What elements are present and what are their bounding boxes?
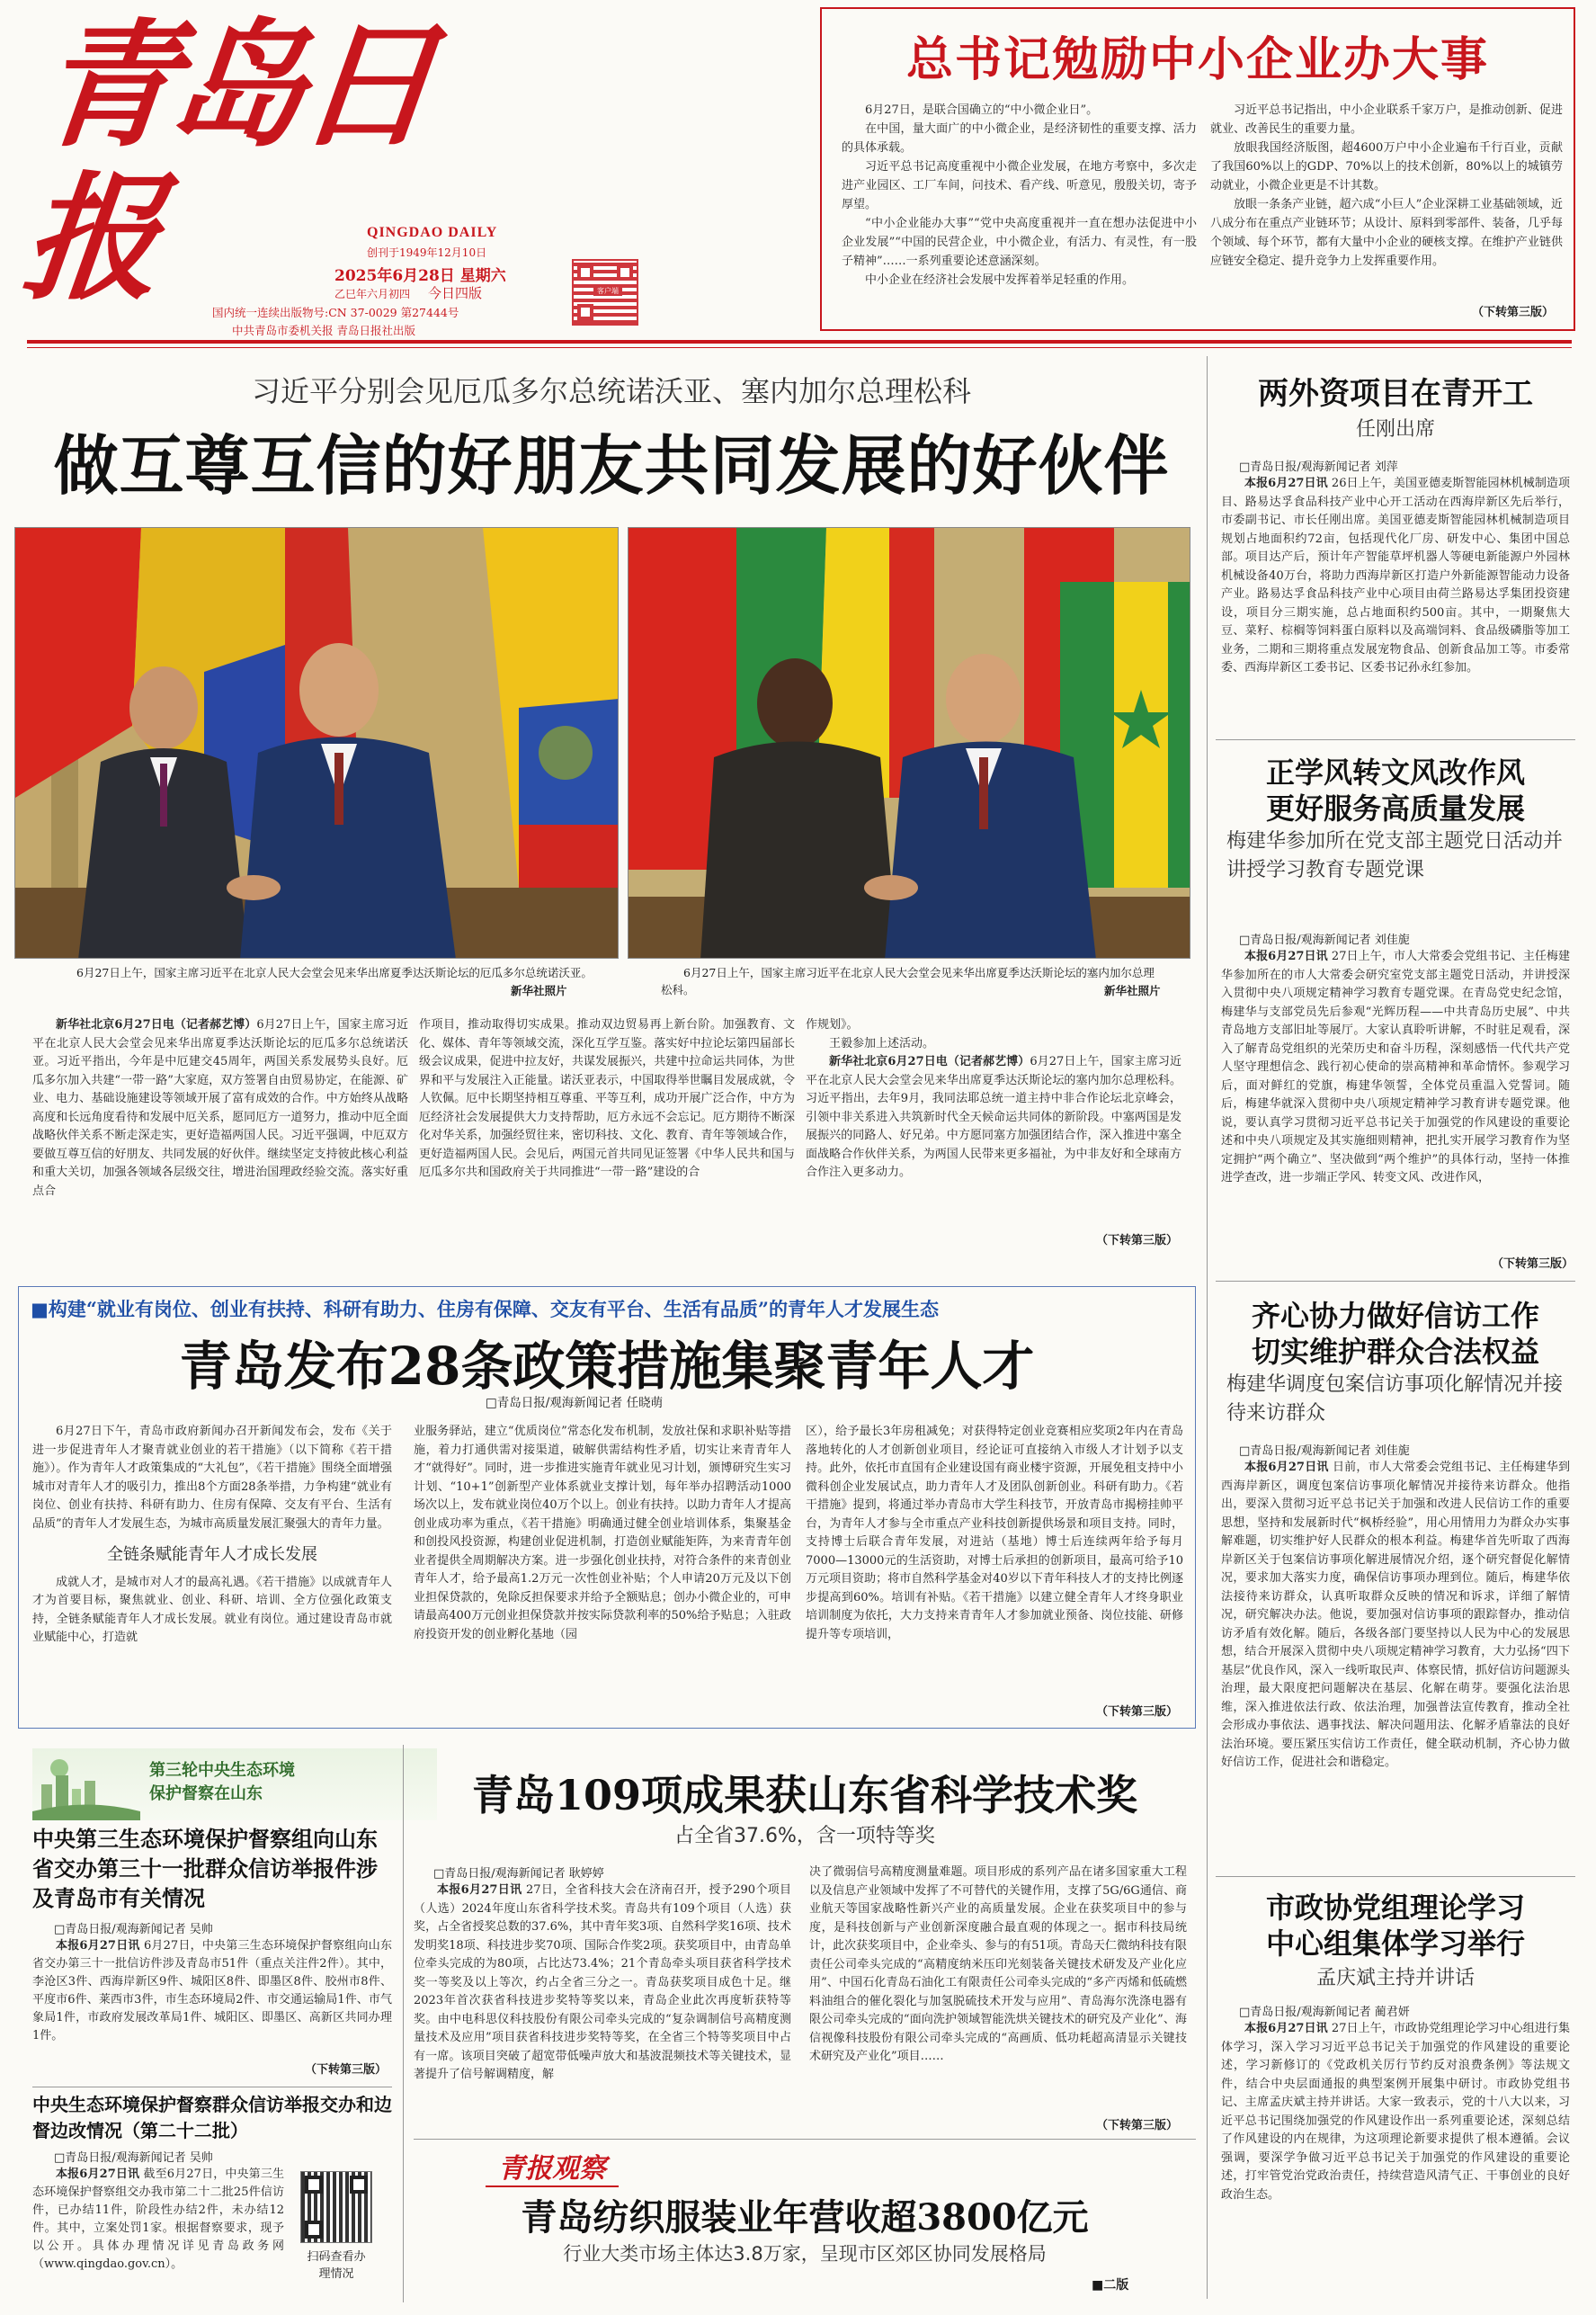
right-s2-byline: □青岛日报/观海新闻记者 刘佳旎 bbox=[1239, 934, 1410, 947]
right-s4-headline-2[interactable]: 中心组集体学习举行 bbox=[1265, 1926, 1525, 1961]
right-s3-sub: 梅建华调度包案信访事项化解情况并接待来访群众 bbox=[1226, 1373, 1564, 1425]
eco-landscape-icon bbox=[32, 1748, 140, 1820]
science-continued[interactable]: （下转第三版） bbox=[1095, 2119, 1178, 2132]
science-col2: 决了微弱信号高精度测量难题。项目形成的系列产品在诸多国家重大工程以及信息产业领域中发挥了不可替代的关键作用，支撑了5G/6G通信、商业航天等国家战略性新兴产业的高质量发展。企业在获奖项目中的参与度，是科技创新与产业创新深度融合最直观的体现之一。据市科技局统计，此次获奖项目中，企业牵头、参与的有51项。青岛天仁微纳科技有限责任公司牵头完成的“高精度纳米压印光刻装备关键技术研发及产业化应用”、中国石化青岛石油化工有限责任公司牵头完成的“多产丙烯和低硫燃料油组合的催化裂化与加氢脱硫技术开发与应用”、青岛海尔洗涤电器有限公司牵头完成的“面向洗护领域智能洗烘关键技术的研究及产业化”、海信视像科技股份有限公司牵头完成的“高画质、低功耗超高清显示关键技术研究及产业化”项目…… bbox=[809, 1865, 1187, 2063]
youth-continued[interactable]: （下转第三版） bbox=[1095, 1705, 1178, 1719]
right-s1-byline: □青岛日报/观海新闻记者 刘萍 bbox=[1239, 460, 1398, 474]
science-sub: 占全省37.6%，含一项特等奖 bbox=[674, 1825, 935, 1847]
eco-s1-continued[interactable]: （下转第三版） bbox=[304, 2063, 387, 2077]
main-kicker: 习近平分别会见厄瓜多尔总统诺沃亚、塞内加尔总理松科 bbox=[251, 374, 971, 408]
photo-credit-1: 新华社照片 bbox=[511, 984, 567, 997]
right-s2-body: 本报6月27日讯 27日上午，市人大常委会党组书记、主任梅建华参加所在的市人大常委会研究室党支部主题党日活动，并讲授深入贯彻中央八项规定精神学习教育专题党课。在青岛党史纪念馆，梅建华与支部党员先后参观“光辉历程——中共青岛历史展”、中共青岛地方支部旧址等展厅。大家认真聆听讲解，不时驻足观看，深入了解青岛党组织的光荣历史和奋斗历程，深刻感悟一代代共产党人坚守理想信念、践行初心使命的崇高精神和革命情怀。参观学习后，面对鲜红的党旗，梅建华领誓，全体党员重温入党誓词。随后，梅建华就深入贯彻中央八项规定精神学习教育讲专题党课。他说，要认真学习贯彻习近平总书记关于加强党的作风建设的重要论述和中央八项规定及其实施细则精神，把扎实开展学习教育作为坚定拥护“两个确立”、坚决做到“两个维护”的具体行动，坚持一体推进学查改，进一步端正学风、转变文风、改进作风， bbox=[1221, 950, 1570, 1184]
youth-col1: 6月27日下午，青岛市政府新闻办召开新闻发布会，发布《关于进一步促进青年人才聚青就业创业的若干措施》（以下简称《若干措施》）。作为青年人才政策集成的“大礼包”，《若干措施》围绕全面增强城市对青年人才的吸引力，推出8个方面28条举措，力争构建“就业有岗位、创业有扶持、科研有助力、住房有保障、交友有平台、生活有品质”的青年人才发展生态，为城市高质量发展汇聚强大的青年力量。 全链条赋能青年人才成长发展 成就人才，是城市对人才的最高礼遇。《若干措施》以成就青年人才为首要目标，聚焦就业、创业、科研、培训、全方位强化政策支持，全链条赋能青年人才成长发展。就业有岗位。通过建设青岛市就业赋能中心，打造就 bbox=[32, 1425, 392, 1644]
textile-sub: 行业大类市场主体达3.8万家，呈现市区郊区协同发展格局 bbox=[563, 2243, 1047, 2265]
photo-caption-ecuador: 6月27日上午，国家主席习近平在北京人民大会堂会见来华出席夏季达沃斯论坛的厄瓜多尔总统诺沃亚。 bbox=[76, 966, 593, 979]
bottom-vertical-divider bbox=[403, 1745, 404, 2302]
eco-s2-headline[interactable]: 中央生态环境保护督察群众信访举报交办和边督边改情况（第二十二批） bbox=[32, 2094, 392, 2141]
eco-s2-byline: □青岛日报/观海新闻记者 吴帅 bbox=[54, 2151, 213, 2165]
right-s2-sub: 梅建华参加所在党支部主题党日活动并讲授学习教育专题党课 bbox=[1226, 830, 1564, 881]
eco-s1-byline: □青岛日报/观海新闻记者 吴帅 bbox=[54, 1923, 213, 1936]
science-headline[interactable]: 青岛109项成果获山东省科学技术奖 bbox=[471, 1771, 1138, 1819]
right-s4-headline-1[interactable]: 市政协党组理论学习 bbox=[1265, 1890, 1525, 1925]
right-s2-continued[interactable]: （下转第三版） bbox=[1491, 1257, 1574, 1271]
main-continued[interactable]: （下转第三版） bbox=[1095, 1234, 1178, 1247]
science-byline: □青岛日报/观海新闻记者 耿婷婷 bbox=[433, 1867, 604, 1881]
eco-qr-code[interactable] bbox=[300, 2171, 372, 2243]
masthead-issn: 国内统一连续出版物号:CN 37-0029 第27444号 bbox=[212, 306, 459, 319]
top-right-col1: 6月27日，是联合国确立的“中小微企业日”。 在中国，量大面广的中小微企业，是经济韧性的重要支撑、活力的具体承载。 习近平总书记高度重视中小微企业发展，在地方考察中，多次走进产业园区、工厂车间，问技术、看产线、听意见，殷殷关切，寄予厚望。 “中小企业能办大事”“党中央高度重视并一直在想办法促进中小企业发展”“中国的民营企业，中小微企业，有活力、有灵性，有一股子精神”……一系列重要论述意涵深刻。 中小企业在经济社会发展中发挥着举足轻重的作用。 bbox=[842, 103, 1197, 287]
masthead-english: QINGDAO DAILY bbox=[367, 225, 498, 240]
right-s3-headline-2[interactable]: 切实维护群众合法权益 bbox=[1251, 1335, 1539, 1369]
right-s3-body: 本报6月27日讯 日前，市人大常委会党组书记、主任梅建华到西海岸新区，调度包案信访事项化解情况并接待来访群众。他指出，要深入贯彻习近平总书记关于加强和改进人民信访工作的重要思想，坚持和发展新时代“枫桥经验”，用心用情用力为群众办实事解难题，切实维护好人民群众的根本利益。梅建华首先听取了西海岸新区关于包案信访事项化解进展情况介绍，逐个研究督促化解情况，要求加大落实力度，确保信访事项办理到位。随后，梅建华依法接待来访群众，认真听取群众反映的情况和诉求，详细了解情况，研究解决办法。他说，要加强对信访事项的跟踪督办，推动信访矛盾有效化解。随后，各级各部门要坚持以人民为中心的发展思想，结合开展深入贯彻中央八项规定精神学习教育，大力弘扬“四下基层”优良作风，深入一线听取民声、体察民情，抓好信访问题源头治理，最大限度把问题解决在基层、化解在萌芽。要强化法治思维，深入推进依法行政、依法治理，加强普法宣传教育，推动全社会形成办事依法、遇事找法、解决问题用法、化解矛盾靠法的良好法治环境。要压紧压实信访工作责任，健全联动机制，齐心协力做好信访工作，促进社会和谐稳定。 bbox=[1221, 1461, 1570, 1769]
right-s2-headline-2[interactable]: 更好服务高质量发展 bbox=[1265, 791, 1525, 826]
eco-s1-headline[interactable]: 中央第三生态环境保护督察组向山东省交办第三十一批群众信访举报件涉及青岛市有关情况 bbox=[32, 1826, 378, 1911]
youth-headline[interactable]: 青岛发布28条政策措施集聚青年人才 bbox=[179, 1336, 1035, 1397]
masthead-lunar: 乙巳年六月初四 bbox=[334, 288, 411, 300]
top-right-continued[interactable]: （下转第三版） bbox=[1471, 306, 1554, 319]
main-body-col1: 新华社北京6月27日电（记者郝艺博）6月27日上午，国家主席习近平在北京人民大会堂会见来华出席夏季达沃斯论坛的厄瓜多尔总统诺沃亚。习近平指出，今年是中厄建交45周年，两国关系发展势头良好。厄瓜多尔加入共建“一带一路”大家庭，双方签署自由贸易协定，在能源、矿业、电力、基础设施建设等领域开展了富有成效的合作。中方始终从战略高度和长远角度看待和发展中厄关系，愿同厄方一道努力，推动中厄全面战略伙伴关系不断走深走实，更好造福两国人民。习近平强调，中厄双方要做互尊互信的好朋友、共同发展的好伙伴。继续坚定支持彼此核心利益和重大关切，加强各领域各层级交往，增进治国理政经验交流。落实好重点合 bbox=[32, 1018, 408, 1198]
masthead-founded: 创刊于1949年12月10日 bbox=[367, 246, 487, 259]
eco-tag-line2: 保护督察在山东 bbox=[149, 1784, 263, 1803]
top-right-col2: 习近平总书记指出，中小企业联系千家万户，是推动创新、促进就业、改善民生的重要力量。 放眼我国经济版图，超4600万户中小企业遍布千行百业，贡献了我国60%以上的GDP、70%以上的技术创新，80%以上的城镇劳动就业，小微企业更是不计其数。 放眼一条条产业链，超六成“小巨人”企业深耕工业基础领域，近八成分布在重点产业链环节；从设计、原料到零部件、装备，几乎每个领域、每个环节，都有大量中小企业的硬核支撑。在维护产业链供应链安全稳定、提升竞争力上发挥重要作用。 bbox=[1210, 103, 1563, 268]
right-s1-divider bbox=[1216, 739, 1575, 740]
masthead-title: 青岛日报 bbox=[15, 4, 438, 318]
qr-label: 客户端 bbox=[593, 286, 622, 296]
eco-qr-caption: 扫码查看办理情况 bbox=[307, 2250, 366, 2281]
top-right-story bbox=[820, 7, 1575, 331]
right-column-divider bbox=[1207, 356, 1208, 2299]
right-s3-byline: □青岛日报/观海新闻记者 刘佳旎 bbox=[1239, 1444, 1410, 1458]
masthead-date: 2025年6月28日 星期六 bbox=[334, 267, 506, 285]
photo-credit-2: 新华社照片 bbox=[1104, 984, 1161, 997]
textile-column-tag: 青报观察 bbox=[486, 2146, 619, 2187]
photo-senegal-meeting bbox=[628, 527, 1190, 959]
youth-subhead: 全链条赋能青年人才成长发展 bbox=[107, 1545, 317, 1564]
right-s1-sub: 任刚出席 bbox=[1355, 418, 1435, 441]
textile-headline[interactable]: 青岛纺织服装业年营收超3800亿元 bbox=[521, 2196, 1089, 2239]
right-s3-headline-1[interactable]: 齐心协力做好信访工作 bbox=[1251, 1299, 1539, 1333]
right-s4-body: 本报6月27日讯 27日上午，市政协党组理论学习中心组进行集体学习，深入学习习近平总书记关于加强党的作风建设的重要论述，学习新修订的《党政机关厉行节约反对浪费条例》等法规文件，结合中央层面通报的典型案例开展集中研讨。市政协党组书记、主席孟庆斌主持并讲话。大家一致表示，党的十八大以来，习近平总书记围绕加强党的作风建设作出一系列重要论述，深刻总结了作风建设的内在规律，为这项理论新要求提供了根本遵循。会议强调，要深学争做习近平总书记关于加强党的作风建设的重要论述，打牢管党治党政治责任，持续营造风清气正、干事创业的良好政治生态。 bbox=[1221, 2022, 1570, 2202]
eco-tag bbox=[32, 1748, 437, 1820]
eco-s1-body: 本报6月27日讯 6月27日，中央第三生态环境保护督察组向山东省交办第三十一批信访件涉及青岛市51件（重点关注件2件）。其中，李沧区3件、西海岸新区9件、城阳区8件、即墨区8件、胶州市8件、平度市6件、莱西市3件，市生态环境局2件、市交通运输局1件、市气象局1件，市政府发展改革局1件、城阳区、即墨区、高新区共同办理1件。 bbox=[32, 1939, 392, 2042]
science-divider bbox=[414, 2139, 1196, 2140]
masthead-sponsor: 中共青岛市委机关报 青岛日报社出版 bbox=[232, 324, 415, 337]
main-body-col3: 作规划》。 王毅参加上述活动。 新华社北京6月27日电（记者郝艺博）6月27日上午，国家主席习近平在北京人民大会堂会见来华出席夏季达沃斯论坛的塞内加尔总理松科。习近平指出，去年9月，我同法耶总统一道主持中非合作论坛北京峰会，引领中非关系进入共筑新时代全天候命运共同体的新阶段。中塞两国是发展振兴的同路人、好兄弟。中方愿同塞方加强团结合作，深入推进中塞全面战略合作伙伴关系，为两国人民带来更多福祉，为中非友好和全球南方合作注入更多动力。 bbox=[806, 1018, 1181, 1179]
main-headline[interactable]: 做互尊互信的好朋友共同发展的好伙伴 bbox=[53, 427, 1170, 504]
eco-s2-body: 本报6月27日讯 截至6月27日，中央第三生态环境保护督察组交办我市第二十二批25件信访件，已办结11件，阶段性办结2件，未办结12件。其中，立案处罚1家。根据督察要求，现予以公开。具体办理情况详见青岛政务网（www.qingdao.gov.cn）。 bbox=[32, 2168, 284, 2271]
masthead-qr-code[interactable] bbox=[572, 259, 638, 326]
photo-ecuador-scene bbox=[15, 528, 619, 959]
youth-byline: □青岛日报/观海新闻记者 任晓萌 bbox=[486, 1396, 664, 1410]
masthead-divider bbox=[27, 340, 1572, 344]
right-s1-body: 本报6月27日讯 26日上午，美国亚德麦斯智能园林机械制造项目、路易达孚食品科技产业中心开工活动在西海岸新区先后举行，市委副书记、市长任刚出席。美国亚德麦斯智能园林机械制造项目规划占地面积约72亩，包括现代化厂房、研发中心、集团中国总部。项目达产后，预计年产智能草坪机器人等硬电新能源户外园林机械设备40万台，将助力西海岸新区打造户外新能源智能动力设备产业。路易达孚食品科技产业中心项目由荷兰路易达孚集团投资建设，项目分三期实施，总占地面积约500亩。其中，一期聚焦大豆、菜籽、棕榈等饲料蛋白原料以及高端饲料、食品级磷脂等加工业务，二期和三期将重点发展宠物食品、创新食品加工等。市委常委、西海岸新区工委书记、区委书记孙永红参加。 bbox=[1221, 477, 1570, 675]
right-s3-divider bbox=[1216, 1876, 1575, 1877]
photo-senegal-scene bbox=[629, 528, 1190, 959]
top-right-headline[interactable]: 总书记勉励中小企业办大事 bbox=[905, 32, 1489, 87]
right-s1-headline[interactable]: 两外资项目在青开工 bbox=[1258, 376, 1533, 412]
right-s2-headline-1[interactable]: 正学风转文风改作风 bbox=[1265, 755, 1525, 790]
right-s4-sub: 孟庆斌主持并讲话 bbox=[1315, 1967, 1475, 1989]
masthead-pages: 今日四版 bbox=[428, 285, 483, 301]
right-s2-divider bbox=[1216, 1281, 1575, 1282]
eco-tag-line1: 第三轮中央生态环境 bbox=[149, 1761, 295, 1780]
textile-jump[interactable]: ■二版 bbox=[1092, 2278, 1129, 2293]
masthead bbox=[15, 4, 619, 337]
youth-banner: ■构建“就业有岗位、创业有扶持、科研有助力、住房有保障、交友有平台、生活有品质”的青年人才发展生态 bbox=[31, 1298, 939, 1320]
masthead-divider-thin bbox=[27, 347, 1572, 348]
right-s4-byline: □青岛日报/观海新闻记者 蔺君妍 bbox=[1239, 2006, 1410, 2019]
youth-col2: 业服务驿站，建立“优质岗位”常态化发布机制，发放社保和求职补贴等措施，着力打通供需对接渠道，破解供需结构性矛盾，切实让来青青年人才“就得好”。同时，进一步推进实施青年就业见习计划，颁博研究生实习计划、“10+1”创新型产业体系就业支撑计划，每年举办招聘活动1000场次以上，发布就业岗位40万个以上。创业有扶持。以助力青年人才提高创业成功率为重点，《若干措施》明确通过健全创业培训体系，集聚基金和创投风投资源，构建创业促进机制，打造创业赋能矩阵，为来青青年创业者提供全周期解决方案。进一步强化创业扶持，对符合条件的来青创业青年人才，给予最高1.2万元一次性创业补贴；个人申请20万元及以下创业担保贷款的，免除反担保要求并给予全额贴息；创办小微企业的，可申请最高400万元创业担保贷款并按实际贷款利率的50%给予贴息；入驻政府投资开发的创业孵化基地（园 bbox=[414, 1425, 791, 1641]
science-col1: 本报6月27日讯 27日，全省科技大会在济南召开，授予290个项目（人选）2024年度山东省科学技术奖。青岛共有109个项目（人选）获奖，占全省授奖总数的37.6%，其中青年奖3项、自然科学奖16项、技术发明奖18项、科技进步奖70项、国际合作奖2项。获奖项目中，由青岛单位牵头完成的为80项，占比达73.4%；21个青岛牵头项目获省科学技术奖一等奖及以上等次，约占全省三分之一。青岛获奖项目成色十足。继2023年首次获省科技进步奖特等奖以来，青岛企业此次再度斩获特等奖。由中电科思仪科技股份有限公司牵头完成的“复杂调制信号高精度测量技术及应用”项目获省科技进步奖特等奖，在全省三个特等奖项目中占有一席。该项目突破了超宽带低噪声放大和基波混频技术等关键技术，显著提升了信号解调精度，解 bbox=[414, 1883, 791, 2081]
main-body-col2: 作项目，推动取得切实成果。推动双边贸易再上新台阶。加强教育、文化、媒体、青年等领域交流，深化互学互鉴。落实好中拉论坛第四届部长级会议成果，促进中拉友好，共谋发展振兴，共建中拉命运共同体，为世界和平与发展注入正能量。诺沃亚表示，中国取得举世瞩目发展成就，令人钦佩。厄中长期坚持相互尊重、平等互利，成功开展广泛合作，中方为厄经济社会发展提供大力支持帮助，厄方永远不会忘记。厄方期待不断深化对华关系，加强经贸往来，密切科技、文化、教育、青年等领域合作，更好造福两国人民。会见后，两国元首共同见证签署《中华人民共和国与厄瓜多尔共和国政府关于共同推进“一带一路”建设的合 bbox=[419, 1018, 795, 1179]
photo-ecuador-meeting bbox=[14, 527, 619, 959]
youth-col3: 区），给予最长3年房租减免；对获得特定创业竞赛相应奖项2年内在青岛落地转化的人才创新创业项目，经论证可直接纳入市级人才计划予以支持。此外，依托市直国有企业建设国有商业楼宇资源，开展免租支持中小微科创企业发展试点，助力青年人才及团队创新创业。科研有助力。《若干措施》提到，将通过举办青岛市大学生科技节，开放青岛市揭榜挂帅平台，为青年人才参与全市重点产业科技创新提供场景和项目支持。同时，支持博士后联合青年发展，对进站（基地）博士后连续两年给予每月7000—13000元的生活资助，对博士后承担的创新项目，最高可给予10万元项目资助；将市自然科学基金对40岁以下青年科技人才的支持比例逐步提高到60%。培训有补贴。《若干措施》以建立健全青年人才终身职业培训制度为依托，大力支持来青青年人才参加就业预备、岗位技能、研修提升等专项培训， bbox=[806, 1425, 1183, 1641]
photo-caption-senegal: 6月27日上午，国家主席习近平在北京人民大会堂会见来华出席夏季达沃斯论坛的塞内加尔总理松科。 bbox=[661, 966, 1155, 997]
